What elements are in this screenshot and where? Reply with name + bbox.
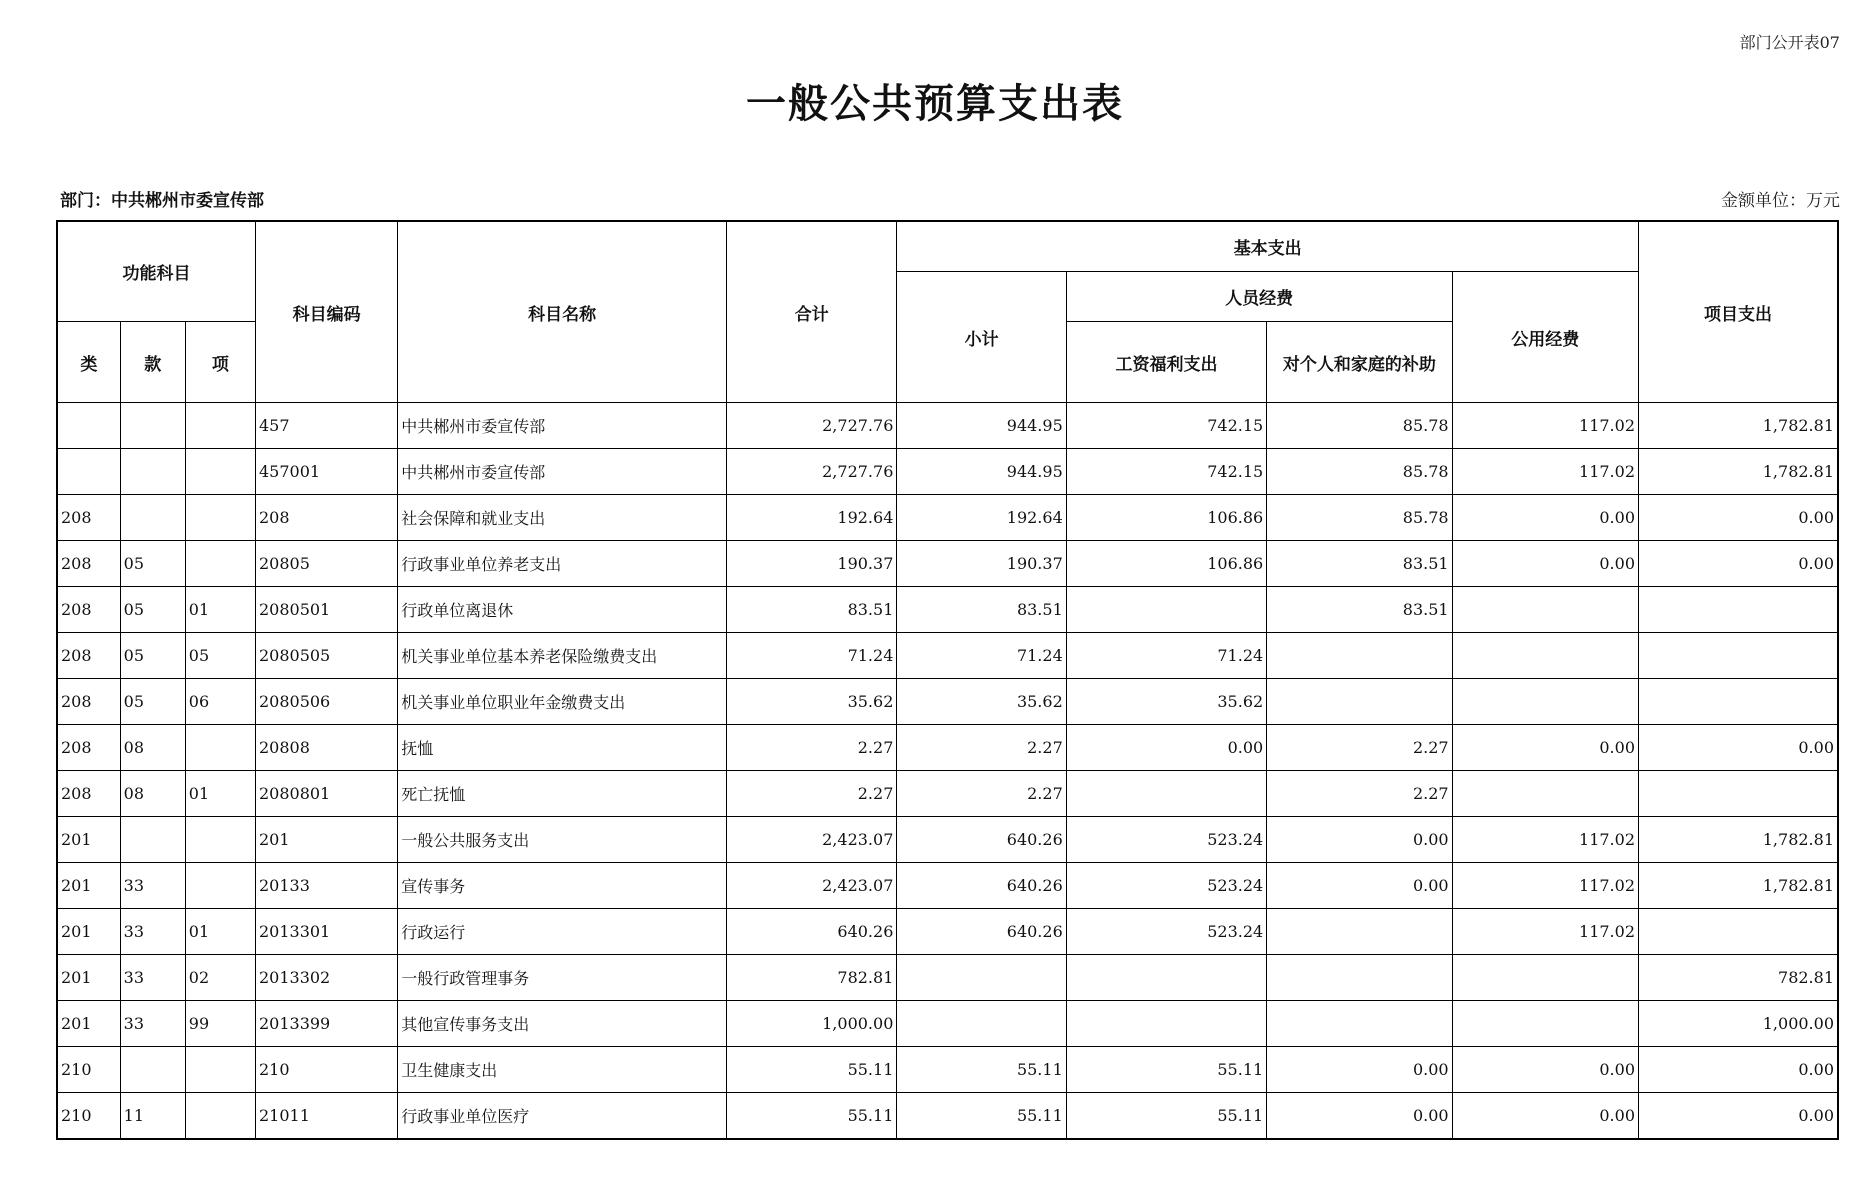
cell-public: 0.00 [1452,495,1638,541]
cell-subtotal: 83.51 [897,587,1066,633]
cell-lei: 201 [57,955,120,1001]
cell-subsidy: 0.00 [1267,1047,1452,1093]
cell-kuan [120,817,185,863]
cell-kuan: 08 [120,725,185,771]
cell-code: 20808 [255,725,397,771]
cell-project: 1,782.81 [1639,863,1839,909]
cell-code: 457 [255,403,397,449]
cell-kuan: 33 [120,863,185,909]
header-public: 公用经费 [1452,272,1638,403]
cell-lei: 201 [57,1001,120,1047]
cell-subtotal [897,1001,1066,1047]
cell-subtotal: 2.27 [897,771,1066,817]
cell-salary [1066,771,1266,817]
cell-project: 1,782.81 [1639,403,1839,449]
cell-public: 117.02 [1452,449,1638,495]
cell-salary [1066,1001,1266,1047]
cell-lei [57,449,120,495]
header-salary: 工资福利支出 [1066,322,1266,403]
cell-code: 2080501 [255,587,397,633]
cell-project: 0.00 [1639,1093,1839,1140]
header-project: 项目支出 [1639,221,1839,403]
cell-kuan [120,495,185,541]
cell-kuan: 05 [120,679,185,725]
table-body [57,403,1838,1140]
cell-public: 117.02 [1452,909,1638,955]
cell-salary: 106.86 [1066,495,1266,541]
cell-name: 其他宣传事务支出 [398,1001,727,1047]
cell-project: 1,782.81 [1639,817,1839,863]
cell-name: 行政单位离退休 [398,587,727,633]
cell-code: 2080505 [255,633,397,679]
cell-total: 2,727.76 [727,449,897,495]
header-subsidy: 对个人和家庭的补助 [1267,322,1452,403]
cell-project [1639,909,1839,955]
cell-salary [1066,587,1266,633]
cell-project: 782.81 [1639,955,1839,1001]
cell-public [1452,1001,1638,1047]
cell-name: 社会保障和就业支出 [398,495,727,541]
cell-total: 192.64 [727,495,897,541]
cell-subtotal: 944.95 [897,403,1066,449]
cell-subtotal: 192.64 [897,495,1066,541]
cell-lei: 201 [57,909,120,955]
cell-subsidy: 0.00 [1267,817,1452,863]
cell-public [1452,679,1638,725]
cell-code: 201 [255,817,397,863]
cell-xiang [185,863,255,909]
table-row [57,403,1838,449]
cell-project [1639,771,1839,817]
cell-total: 190.37 [727,541,897,587]
header-personnel: 人员经费 [1066,272,1452,322]
cell-total: 640.26 [727,909,897,955]
header-name: 科目名称 [398,221,727,403]
header-code: 科目编码 [255,221,397,403]
cell-subsidy: 85.78 [1267,449,1452,495]
cell-total: 35.62 [727,679,897,725]
cell-subtotal: 640.26 [897,863,1066,909]
cell-subsidy [1267,633,1452,679]
cell-kuan: 33 [120,955,185,1001]
cell-subtotal: 55.11 [897,1047,1066,1093]
header-function-subject: 功能科目 [57,221,255,322]
table-row [57,449,1838,495]
cell-name: 宣传事务 [398,863,727,909]
cell-name: 行政事业单位医疗 [398,1093,727,1140]
cell-lei: 208 [57,771,120,817]
table-row [57,1047,1838,1093]
table-row [57,1001,1838,1047]
cell-name: 一般公共服务支出 [398,817,727,863]
cell-kuan: 33 [120,909,185,955]
cell-lei: 210 [57,1093,120,1140]
cell-xiang: 01 [185,909,255,955]
table-row [57,587,1838,633]
cell-subtotal: 2.27 [897,725,1066,771]
cell-lei: 201 [57,817,120,863]
cell-subtotal: 640.26 [897,909,1066,955]
cell-total: 1,000.00 [727,1001,897,1047]
cell-code: 2080801 [255,771,397,817]
cell-project: 0.00 [1639,725,1839,771]
cell-total: 2.27 [727,771,897,817]
cell-project: 0.00 [1639,541,1839,587]
cell-lei: 210 [57,1047,120,1093]
cell-xiang [185,541,255,587]
cell-subsidy: 83.51 [1267,587,1452,633]
cell-xiang: 02 [185,955,255,1001]
cell-subtotal: 944.95 [897,449,1066,495]
cell-xiang: 06 [185,679,255,725]
cell-xiang [185,449,255,495]
cell-subsidy [1267,955,1452,1001]
cell-salary: 71.24 [1066,633,1266,679]
cell-code: 210 [255,1047,397,1093]
cell-lei: 208 [57,587,120,633]
cell-total: 55.11 [727,1093,897,1140]
cell-subsidy: 2.27 [1267,771,1452,817]
cell-total: 2,727.76 [727,403,897,449]
table-row [57,955,1838,1001]
cell-salary: 55.11 [1066,1093,1266,1140]
cell-code: 2013301 [255,909,397,955]
header-total: 合计 [727,221,897,403]
cell-salary: 523.24 [1066,817,1266,863]
cell-subtotal: 640.26 [897,817,1066,863]
header-xiang: 项 [185,322,255,403]
cell-subsidy: 2.27 [1267,725,1452,771]
cell-project: 0.00 [1639,1047,1839,1093]
cell-salary: 0.00 [1066,725,1266,771]
cell-subsidy [1267,679,1452,725]
cell-subsidy: 85.78 [1267,495,1452,541]
cell-lei: 201 [57,863,120,909]
cell-subtotal: 35.62 [897,679,1066,725]
cell-code: 2013302 [255,955,397,1001]
table-row [57,679,1838,725]
table-row [57,817,1838,863]
cell-name: 抚恤 [398,725,727,771]
cell-public: 117.02 [1452,403,1638,449]
form-number: 部门公开表07 [1739,33,1840,52]
cell-xiang: 99 [185,1001,255,1047]
cell-code: 20805 [255,541,397,587]
cell-subtotal: 55.11 [897,1093,1066,1140]
cell-code: 2013399 [255,1001,397,1047]
page-title: 一般公共预算支出表 [746,81,1124,127]
cell-project: 1,000.00 [1639,1001,1839,1047]
cell-name: 卫生健康支出 [398,1047,727,1093]
cell-kuan: 05 [120,587,185,633]
cell-kuan: 08 [120,771,185,817]
table-row [57,633,1838,679]
cell-project [1639,587,1839,633]
cell-public: 0.00 [1452,1093,1638,1140]
cell-lei: 208 [57,495,120,541]
cell-total: 2,423.07 [727,863,897,909]
header-lei: 类 [57,322,120,403]
cell-salary: 35.62 [1066,679,1266,725]
table-row [57,863,1838,909]
cell-name: 机关事业单位职业年金缴费支出 [398,679,727,725]
cell-subsidy: 0.00 [1267,1093,1452,1140]
cell-subsidy [1267,909,1452,955]
cell-public [1452,587,1638,633]
cell-public: 0.00 [1452,541,1638,587]
cell-subtotal [897,955,1066,1001]
cell-kuan [120,1047,185,1093]
cell-salary [1066,955,1266,1001]
cell-kuan: 05 [120,633,185,679]
cell-public: 0.00 [1452,725,1638,771]
cell-subsidy: 0.00 [1267,863,1452,909]
cell-subsidy: 83.51 [1267,541,1452,587]
cell-project: 1,782.81 [1639,449,1839,495]
header-subtotal: 小计 [897,272,1066,403]
cell-name: 中共郴州市委宣传部 [398,403,727,449]
cell-kuan: 11 [120,1093,185,1140]
cell-salary: 523.24 [1066,863,1266,909]
cell-subtotal: 190.37 [897,541,1066,587]
cell-total: 55.11 [727,1047,897,1093]
cell-public: 0.00 [1452,1047,1638,1093]
cell-xiang [185,817,255,863]
header-basic: 基本支出 [897,221,1639,272]
cell-xiang [185,725,255,771]
table-row [57,541,1838,587]
table-row [57,771,1838,817]
cell-name: 机关事业单位基本养老保险缴费支出 [398,633,727,679]
cell-lei: 208 [57,679,120,725]
cell-kuan [120,449,185,495]
table-row [57,495,1838,541]
cell-salary: 106.86 [1066,541,1266,587]
cell-total: 83.51 [727,587,897,633]
cell-xiang: 05 [185,633,255,679]
cell-lei [57,403,120,449]
cell-total: 71.24 [727,633,897,679]
cell-total: 2.27 [727,725,897,771]
unit-label: 金额单位：万元 [1721,191,1840,211]
cell-xiang [185,1093,255,1140]
table-row [57,909,1838,955]
cell-xiang [185,403,255,449]
table-row [57,725,1838,771]
cell-kuan [120,403,185,449]
cell-public [1452,771,1638,817]
cell-xiang: 01 [185,771,255,817]
cell-total: 2,423.07 [727,817,897,863]
cell-lei: 208 [57,725,120,771]
cell-name: 一般行政管理事务 [398,955,727,1001]
department-label: 部门：中共郴州市委宣传部 [60,191,264,211]
cell-lei: 208 [57,633,120,679]
budget-table [56,220,1839,1140]
cell-subtotal: 71.24 [897,633,1066,679]
cell-xiang: 01 [185,587,255,633]
cell-project [1639,633,1839,679]
cell-code: 2080506 [255,679,397,725]
cell-project: 0.00 [1639,495,1839,541]
table-row [57,1093,1838,1140]
cell-kuan: 05 [120,541,185,587]
cell-xiang [185,1047,255,1093]
cell-public: 117.02 [1452,863,1638,909]
cell-project [1639,679,1839,725]
cell-subsidy [1267,1001,1452,1047]
cell-salary: 742.15 [1066,403,1266,449]
cell-subsidy: 85.78 [1267,403,1452,449]
cell-name: 行政运行 [398,909,727,955]
cell-name: 中共郴州市委宣传部 [398,449,727,495]
cell-salary: 523.24 [1066,909,1266,955]
cell-total: 782.81 [727,955,897,1001]
cell-lei: 208 [57,541,120,587]
cell-code: 208 [255,495,397,541]
cell-salary: 55.11 [1066,1047,1266,1093]
cell-code: 457001 [255,449,397,495]
cell-code: 20133 [255,863,397,909]
cell-name: 行政事业单位养老支出 [398,541,727,587]
cell-xiang [185,495,255,541]
cell-code: 21011 [255,1093,397,1140]
header-kuan: 款 [120,322,185,403]
cell-public: 117.02 [1452,817,1638,863]
cell-public [1452,955,1638,1001]
cell-kuan: 33 [120,1001,185,1047]
cell-public [1452,633,1638,679]
cell-name: 死亡抚恤 [398,771,727,817]
cell-salary: 742.15 [1066,449,1266,495]
